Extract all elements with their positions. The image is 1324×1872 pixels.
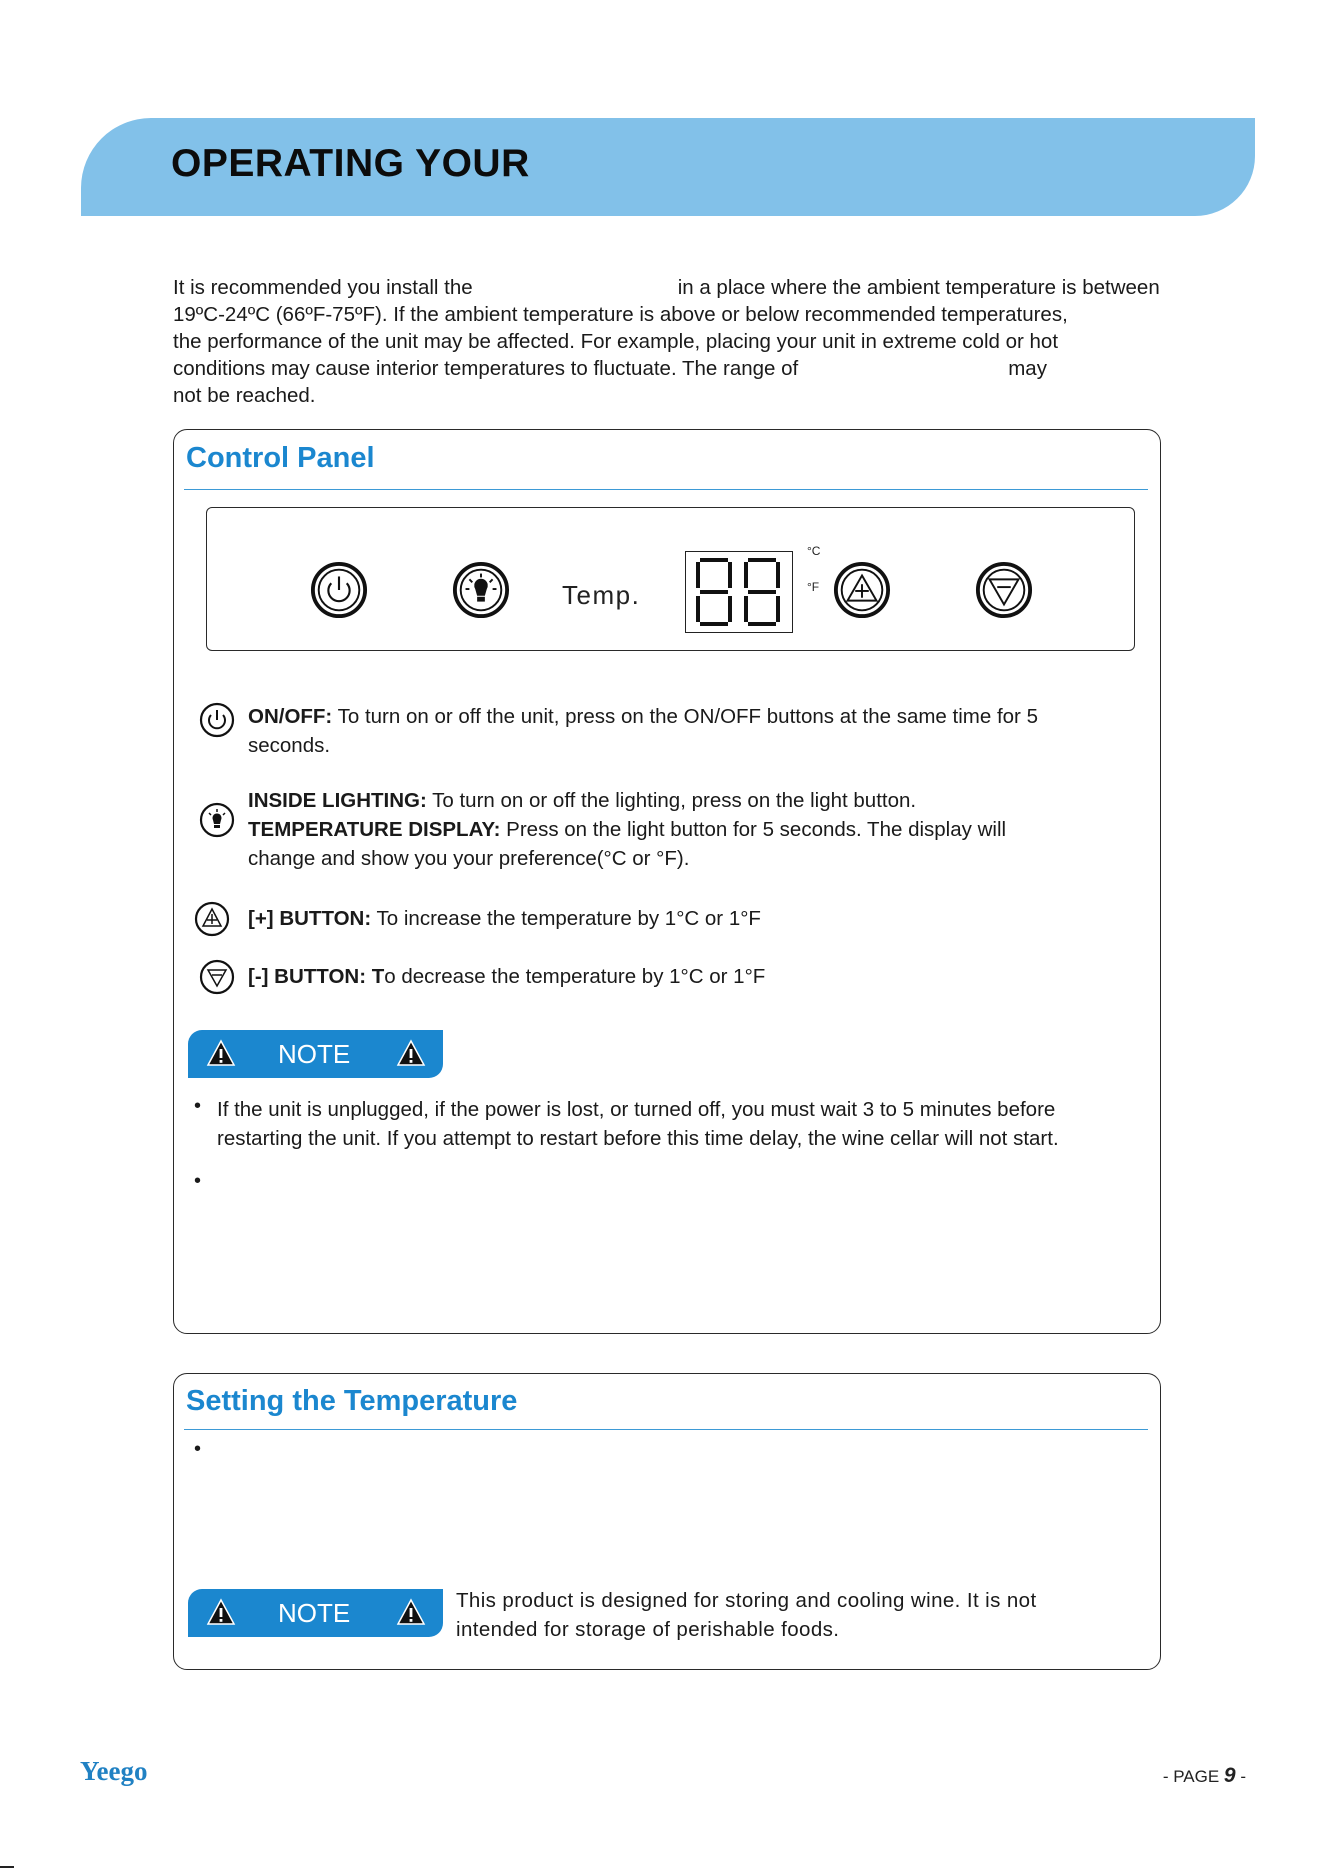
lighting-text: To turn on or off the lighting, press on the light button. — [426, 789, 917, 812]
page-title: OPERATING YOUR — [171, 142, 530, 185]
display-label: TEMPERATURE DISPLAY: — [248, 818, 501, 841]
note-badge — [188, 1030, 443, 1078]
warning-icon — [206, 1039, 236, 1067]
note-label: NOTE — [278, 1039, 351, 1069]
intro-paragraph — [173, 274, 1248, 409]
plus-description — [248, 904, 1138, 933]
intro-line-2: 19ºC-24ºC (66ºF-75ºF). If the ambient temperature is above or below recommended temperatures, — [173, 303, 1068, 326]
power-icon — [199, 702, 235, 738]
section-rule — [184, 489, 1148, 490]
light-bulb-icon — [452, 561, 510, 619]
power-icon — [310, 561, 368, 619]
plus-text: To increase the temperature by 1°C or 1°F — [371, 907, 761, 930]
plus-label: [+] BUTTON: — [248, 907, 372, 930]
page-number-value: 9 — [1223, 1764, 1236, 1787]
note-text: This product is designed for storing and cooling wine. It is not — [456, 1589, 1037, 1612]
minus-text: o decrease the temperature by 1°C or 1°F — [384, 965, 766, 988]
note-text: restarting the unit. If you attempt to restart before this time delay, the wine cellar will not start. — [217, 1127, 1059, 1150]
note-badge — [188, 1589, 443, 1637]
onoff-description — [248, 702, 1138, 760]
control-panel-diagram — [206, 507, 1135, 651]
lighting-description — [248, 786, 1138, 873]
control-panel-section — [173, 429, 1161, 1334]
seven-segment-digits — [686, 552, 792, 632]
onoff-text: To turn on or off the unit, press on the ON/OFF buttons at the same time for 5 — [332, 705, 1038, 728]
plus-triangle-icon — [833, 561, 891, 619]
note-text: If the unit is unplugged, if the power is lost, or turned off, you must wait 3 to 5 minutes before — [217, 1098, 1056, 1121]
page-number — [1163, 1764, 1246, 1788]
warning-icon — [396, 1039, 426, 1067]
note-text: intended for storage of perishable foods. — [456, 1618, 840, 1641]
minus-triangle-icon — [975, 561, 1033, 619]
note-bullet — [217, 1095, 1157, 1153]
minus-description — [248, 962, 1138, 991]
bullet: • — [194, 1438, 202, 1460]
intro-line-1 — [173, 274, 1248, 301]
warning-icon — [206, 1598, 236, 1626]
corner-mark — [0, 1866, 14, 1868]
note-label: NOTE — [278, 1598, 351, 1628]
celsius-indicator: °C — [807, 544, 821, 558]
bullet: • — [194, 1095, 202, 1117]
display-text: change and show you your preference(°C or °F). — [248, 847, 690, 870]
intro-text: may — [1008, 357, 1047, 380]
intro-line-4 — [173, 355, 1248, 382]
intro-line-3: the performance of the unit may be affected. For example, placing your unit in extreme cold or hot — [173, 330, 1059, 353]
temperature-display — [685, 551, 793, 633]
display-text: Press on the light button for 5 seconds. The display will — [500, 818, 1007, 841]
minus-label: [-] BUTTON: T — [248, 965, 385, 988]
section-rule — [184, 1429, 1148, 1430]
intro-text: It is recommended you install the — [173, 276, 473, 299]
page-prefix: - PAGE — [1162, 1767, 1224, 1786]
intro-text: conditions may cause interior temperatures to fluctuate. The range of — [173, 357, 799, 380]
fahrenheit-indicator: °F — [807, 580, 820, 594]
onoff-text: seconds. — [248, 734, 331, 757]
section-title: Setting the Temperature — [186, 1385, 518, 1417]
setting-temperature-section — [173, 1373, 1161, 1670]
onoff-label: ON/OFF: — [248, 705, 333, 728]
brand-logo: Yeego — [80, 1756, 148, 1786]
bullet: • — [194, 1170, 202, 1192]
intro-text: in a place where the ambient temperature is between — [677, 276, 1160, 299]
temp-label: Temp. — [562, 580, 641, 610]
storage-note — [456, 1586, 1141, 1644]
minus-triangle-icon — [199, 959, 235, 995]
section-title: Control Panel — [186, 442, 375, 474]
warning-icon — [396, 1598, 426, 1626]
lighting-label: INSIDE LIGHTING: — [248, 789, 427, 812]
page-suffix: - — [1235, 1767, 1246, 1786]
light-bulb-icon — [199, 802, 235, 838]
plus-triangle-icon — [194, 901, 230, 937]
intro-line-5: not be reached. — [173, 384, 316, 407]
